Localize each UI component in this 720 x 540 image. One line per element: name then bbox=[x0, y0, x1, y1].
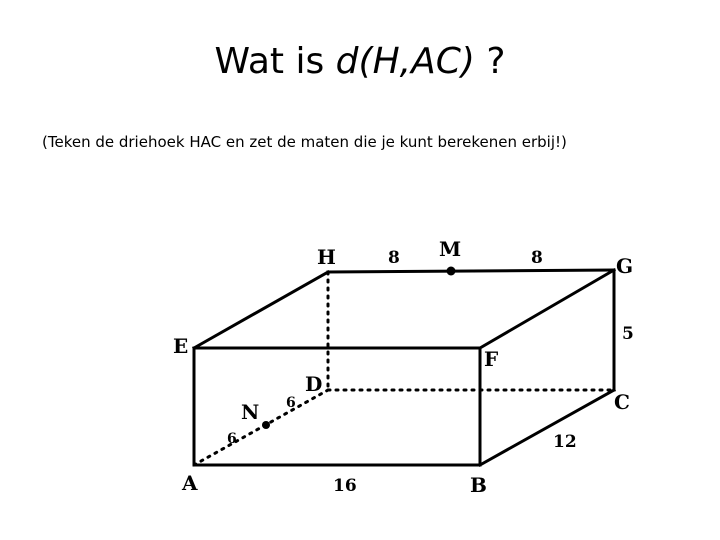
measure-mg: 8 bbox=[531, 248, 543, 268]
vertex-label-a: A bbox=[182, 471, 198, 495]
measure-an: 6 bbox=[227, 431, 237, 447]
measure-nd: 6 bbox=[286, 395, 296, 411]
measure-ab: 16 bbox=[333, 476, 357, 496]
title-prefix: Wat is bbox=[214, 41, 336, 82]
measure-bc: 12 bbox=[553, 432, 577, 452]
vertex-label-f: F bbox=[484, 347, 499, 371]
edge-ad bbox=[194, 390, 328, 465]
vertex-label-n: N bbox=[241, 400, 260, 424]
vertex-label-b: B bbox=[470, 473, 487, 497]
front-face-abfe bbox=[194, 348, 480, 465]
vertex-label-g: G bbox=[616, 254, 634, 278]
measure-gc: 5 bbox=[622, 324, 634, 344]
edge-fg bbox=[480, 270, 614, 348]
vertex-label-d: D bbox=[305, 372, 323, 396]
title-suffix: ? bbox=[474, 41, 506, 82]
vertex-label-h: H bbox=[317, 245, 336, 269]
vertex-label-m: M bbox=[439, 237, 462, 261]
edge-bc bbox=[480, 390, 614, 465]
edge-eh bbox=[194, 272, 328, 348]
title-expression: d(H,AC) bbox=[335, 41, 475, 82]
point-n bbox=[262, 421, 270, 429]
measure-hm: 8 bbox=[388, 248, 400, 268]
edge-hg bbox=[328, 270, 614, 272]
vertex-label-c: C bbox=[614, 390, 630, 414]
vertex-label-e: E bbox=[173, 334, 189, 358]
instruction-text: (Teken de driehoek HAC en zet de maten die je kunt berekenen erbij!) bbox=[42, 133, 567, 151]
point-m bbox=[447, 267, 456, 276]
